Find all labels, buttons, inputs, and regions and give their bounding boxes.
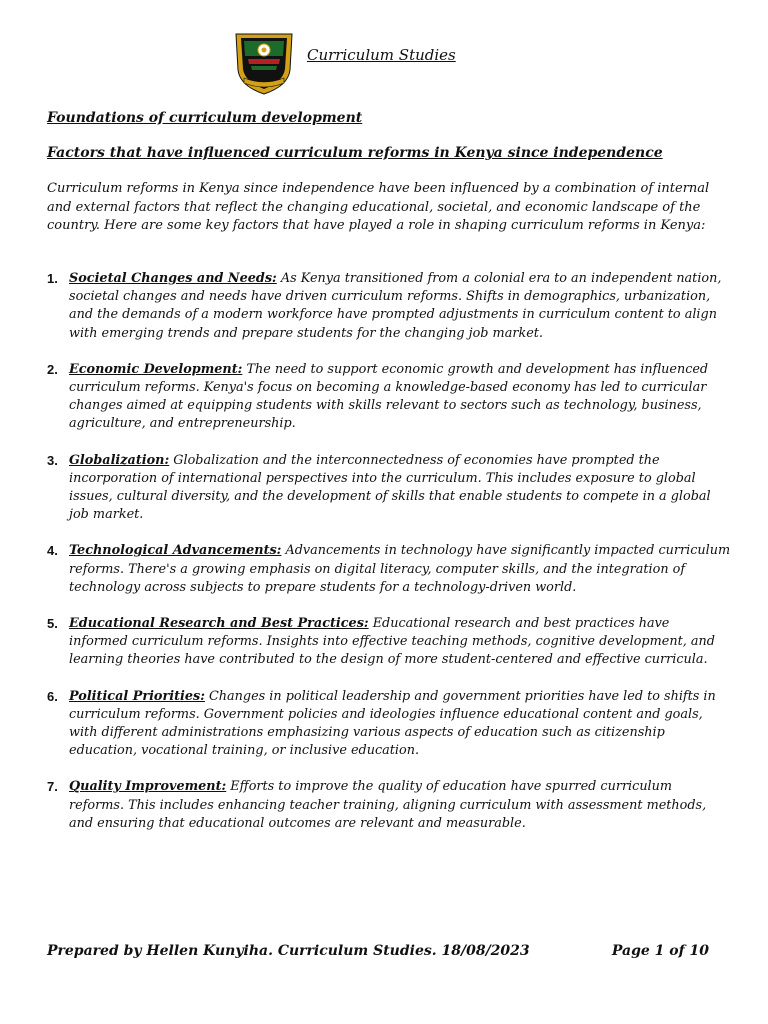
footer-author-line: Prepared by Hellen Kunyiha. Curriculum Studies. 18/08/2023 <box>47 943 530 959</box>
course-title: Curriculum Studies <box>307 46 456 64</box>
list-item-text: Efforts to improve the quality of education have spurred curriculum reforms. This includes enhancing teacher training, aligning curriculum with assessment methods, and ensuring that educational outcomes are relevant and measurable. <box>69 779 707 831</box>
list-item <box>47 542 731 597</box>
list-item-title: Societal Changes and Needs: <box>69 271 277 286</box>
university-crest-logo <box>232 28 296 96</box>
intro-paragraph: Curriculum reforms in Kenya since independence have been influenced by a combination of internal and external factors that reflect the changing educational, societal, and economic landscape of the country. Here are some key factors that have played a role in shaping curriculum reforms in Kenya: <box>47 181 710 234</box>
list-item <box>47 615 731 670</box>
list-item-number: 3. <box>47 452 58 468</box>
subsection-heading: Factors that have influenced curriculum reforms in Kenya since independence <box>47 145 663 161</box>
page-number: Page 1 of 10 <box>611 943 709 959</box>
list-item-text: As Kenya transitioned from a colonial era to an independent nation, societal changes and needs have driven curriculum reforms. Shifts in demographics, urbanization, and the demands of a modern workforce have prompted adjustments in curriculum content to align with emerging trends and prepare students for the changing job market. <box>69 271 722 341</box>
list-item-number: 5. <box>47 616 58 632</box>
list-item-text: The need to support economic growth and development has influenced curriculum reforms. Kenya's focus on becoming a knowledge-based economy has led to curricular changes aimed at equipping students with skills relevant to sectors such as technology, business, agriculture, and entrepreneurship. <box>69 361 709 432</box>
list-item <box>47 778 731 833</box>
list-item-number: 1. <box>47 271 58 286</box>
list-item <box>47 270 731 343</box>
list-item-number: 7. <box>47 779 58 795</box>
list-item <box>47 452 731 525</box>
list-item-title: Quality Improvement: <box>69 779 227 795</box>
list-item-text: Advancements in technology have significantly impacted curriculum reforms. There's a growing emphasis on digital literacy, computer skills, and the integration of technology across subjects to prepare students for a technology-driven world. <box>69 543 731 595</box>
list-item-title: Educational Research and Best Practices: <box>69 616 369 632</box>
list-item-title: Globalization: <box>69 452 170 468</box>
list-item-text: Changes in political leadership and government priorities have led to shifts in curriculum reforms. Government policies and ideologies influence educational content and goals, with different administrations emphasizing various aspects of education such as citizenship education, vocational training, or inclusive education. <box>69 688 716 759</box>
section-heading: Foundations of curriculum development <box>47 110 363 126</box>
list-item-title: Technological Advancements: <box>69 543 282 559</box>
list-item-text: Educational research and best practices have informed curriculum reforms. Insights into effective teaching methods, cognitive development, and learning theories have contributed to the design of more student-centered and effective curricula. <box>69 616 715 668</box>
list-item-text: Globalization and the interconnectedness of economies have prompted the incorporation of international perspectives into the curriculum. This includes exposure to global issues, cultural diversity, and the development of skills that enable students to compete in a global job market. <box>69 452 711 523</box>
list-item <box>47 688 731 761</box>
list-item-number: 6. <box>47 688 58 704</box>
list-item <box>47 361 731 434</box>
list-item-title: Political Priorities: <box>69 688 205 704</box>
list-item-number: 4. <box>47 543 58 559</box>
list-item-number: 2. <box>47 361 58 377</box>
list-item-title: Economic Development: <box>69 361 243 377</box>
factors-list <box>47 270 731 851</box>
